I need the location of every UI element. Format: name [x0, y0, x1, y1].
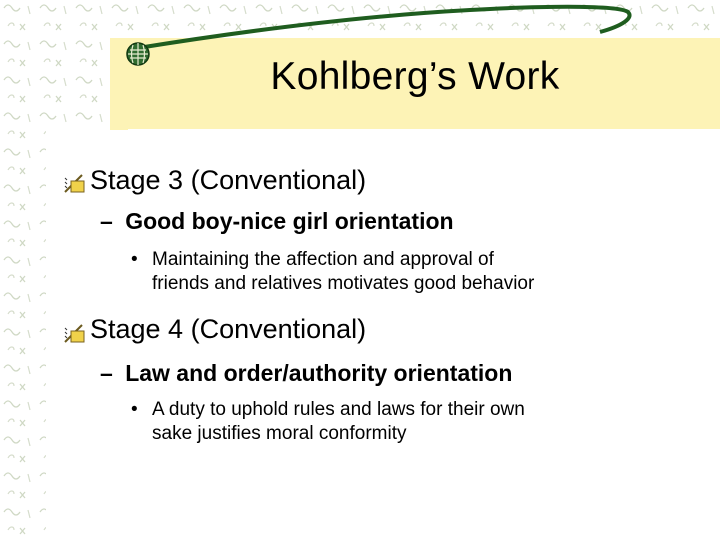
dot-glyph: •	[131, 249, 138, 270]
sub-bullet-stage-3-text: Good boy-nice girl orientation	[125, 208, 454, 234]
detail-stage-3-line-2: friends and relatives motivates good behavior	[152, 273, 535, 294]
detail-stage-3	[131, 248, 534, 296]
sub-bullet-stage-3	[100, 208, 454, 235]
detail-stage-4-line-1: A duty to uphold rules and laws for their own	[152, 399, 525, 420]
sub-bullet-stage-4-text: Law and order/authority orientation	[125, 360, 513, 386]
slide-title: Kohlberg’s Work	[270, 55, 560, 98]
dash-glyph: –	[100, 208, 113, 234]
sub-bullet-stage-4	[100, 360, 512, 387]
detail-stage-3-line-1: Maintaining the affection and approval of	[152, 249, 494, 270]
spiral-notebook-icon	[62, 170, 88, 196]
bullet-stage-3: Stage 3 (Conventional)	[90, 165, 367, 195]
detail-stage-4-line-2: sake justifies moral conformity	[152, 423, 407, 444]
bullet-stage-4: Stage 4 (Conventional)	[90, 314, 367, 344]
spiral-notebook-icon	[62, 320, 88, 346]
dash-glyph: –	[100, 360, 113, 386]
detail-stage-4	[131, 398, 525, 446]
dot-glyph: •	[131, 399, 138, 420]
